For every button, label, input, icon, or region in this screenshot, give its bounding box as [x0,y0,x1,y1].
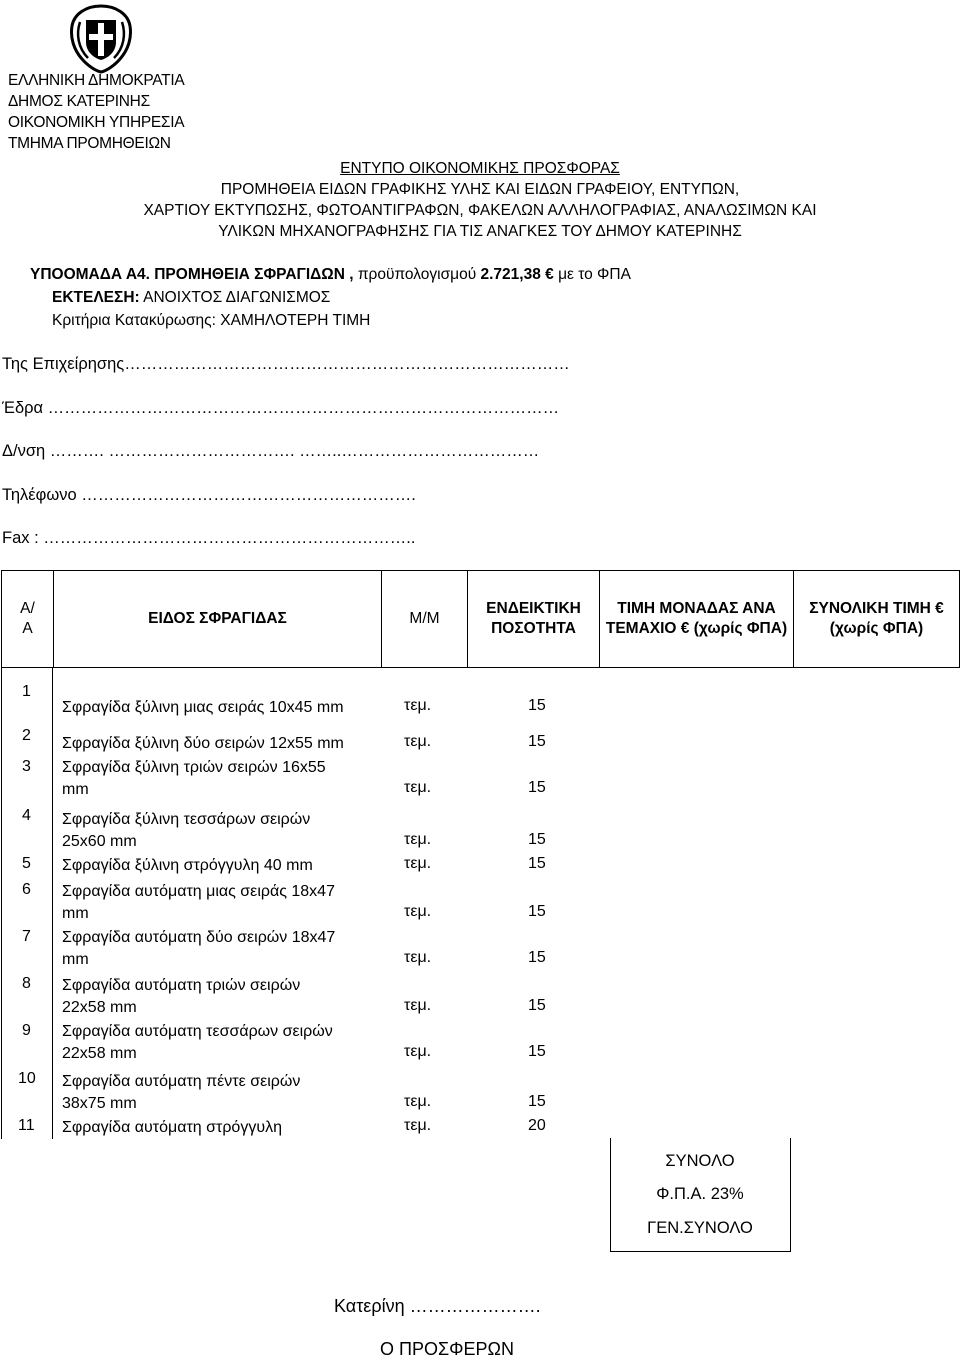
row-description [62,855,313,877]
description-line: Σφραγίδα ξύλινη τεσσάρων σειρών [62,811,311,828]
row-unit: τεμ. [404,949,432,966]
row-number: 9 [22,1022,31,1039]
signature-role: Ο ΠΡΟΣΦΕΡΩΝ [380,1339,514,1359]
table-row [0,755,960,801]
description-line: Σφραγίδα ξύλινη δύο σειρών 12x55 mm [62,735,344,752]
table-col-separator [52,667,53,1139]
description-line: Σφραγίδα ξύλινη τριών σειρών 16x55 [62,759,326,776]
row-unit: τεμ. [404,1043,432,1060]
table-row [0,877,960,925]
authority-department: ΤΜΗΜΑ ΠΡΟΜΗΘΕΙΩΝ [8,135,171,152]
row-quantity: 20 [528,1117,546,1134]
description-line: Σφραγίδα αυτόματη μιας σειράς 18x47 [62,883,335,900]
row-unit: τεμ. [404,997,432,1014]
form-subject-line: ΧΑΡΤΙΟΥ ΕΚΤΥΠΩΣΗΣ, ΦΩΤΟΑΝΤΙΓΡΑΦΩΝ, ΦΑΚΕΛΩΝ ΑΛΛΗΛΟΓΡΑΦΙΑΣ, ΑΝΑΛΩΣΙΜΩΝ ΚΑΙ [143,202,817,219]
table-row [0,1065,960,1115]
authority-country: ΕΛΛΗΝΙΚΗ ΔΗΜΟΚΡΑΤΙΑ [8,72,185,89]
header-unit: Μ/Μ [382,571,468,668]
row-number: 8 [22,975,31,992]
execution-value: ΑΝΟΙΧΤΟΣ ΔΙΑΓΩΝΙΣΜΟΣ [139,289,331,306]
table-row [0,1019,960,1065]
row-description [62,809,310,853]
description-line: Σφραγίδα αυτόματη πέντε σειρών [62,1073,301,1090]
vat-label: Φ.Π.Α. 23% [656,1185,744,1203]
row-quantity: 15 [528,997,546,1014]
header-stamp-type: ΕΙΔΟΣ ΣΦΡΑΓΙΔΑΣ [54,571,382,668]
description-line: Σφραγίδα αυτόματη τριών σειρών [62,977,301,994]
execution-line [52,287,330,308]
row-description [62,757,326,801]
table-row [0,667,960,729]
row-number: 11 [18,1117,35,1134]
row-number: 6 [22,881,31,898]
award-criteria: Κριτήρια Κατακύρωσης: ΧΑΜΗΛΟΤΕΡΗ ΤΙΜΗ [52,312,371,329]
description-line: mm [62,781,89,798]
row-description [62,697,344,719]
row-unit: τεμ. [404,831,432,848]
table-row [0,971,960,1019]
greek-state-emblem-icon [66,4,136,74]
table-row [0,729,960,755]
row-quantity: 15 [528,779,546,796]
header-unit-price: ΤΙΜΗ ΜΟΝΑΔΑΣ ΑΝΑ ΤΕΜΑΧΙΟ € (χωρίς ΦΠΑ) [600,571,794,668]
description-line: mm [62,951,89,968]
row-unit: τεμ. [404,697,432,714]
form-subject-line: ΠΡΟΜΗΘΕΙΑ ΕΙΔΩΝ ΓΡΑΦΙΚΗΣ ΥΛΗΣ ΚΑΙ ΕΙΔΩΝ ΓΡΑΦΕΙΟΥ, ΕΝΤΥΠΩΝ, [220,181,740,198]
budget-prefix: προϋπολογισμού [353,266,481,283]
seat-field: Έδρα ………………………………………………………………………………… [2,399,560,417]
description-line: 38x75 mm [62,1095,137,1112]
table-left-border [1,667,2,1139]
row-description [62,1117,282,1139]
row-description [62,927,335,971]
row-unit: τεμ. [404,1093,432,1110]
description-line: Σφραγίδα αυτόματη δύο σειρών 18x47 [62,929,336,946]
row-unit: τεμ. [404,1117,432,1134]
description-line: Σφραγίδα αυτόματη τεσσάρων σειρών [62,1023,333,1040]
row-number: 4 [22,807,31,824]
row-number: 2 [22,727,31,744]
row-number: 3 [22,758,31,775]
row-unit: τεμ. [404,779,432,796]
row-description [62,733,344,755]
phone-field: Τηλέφωνο ……………………………………………………. [2,486,416,504]
row-quantity: 15 [528,1093,546,1110]
row-number: 10 [18,1070,36,1087]
budget-amount: 2.721,38 € [480,266,554,283]
table-row [0,1115,960,1139]
signature-place: Κατερίνη …………………. [334,1296,541,1316]
header-serial-no: Α/ Α [2,571,54,668]
description-line: Σφραγίδα ξύλινη μιας σειράς 10x45 mm [62,699,344,716]
row-quantity: 15 [528,733,546,750]
row-description [62,1021,333,1065]
subgroup-code: ΥΠΟΟΜΑΔΑ Α4. ΠΡΟΜΗΘΕΙΑ ΣΦΡΑΓΙΔΩΝ , [30,266,354,283]
grand-total-label: ΓΕΝ.ΣΥΝΟΛΟ [647,1219,753,1237]
budget-suffix: με το ΦΠΑ [553,266,631,283]
table-row [0,853,960,877]
row-description [62,881,335,925]
header-indicative-qty: ΕΝΔΕΙΚΤΙΚΗ ΠΟΣΟΤΗΤΑ [468,571,600,668]
row-number: 5 [22,855,31,872]
company-field: Της Επιχείρησης……………………………………………………………………… [2,355,570,373]
table-row [0,925,960,971]
form-subject-line: ΥΛΙΚΩΝ ΜΗΧΑΝΟΓΡΑΦΗΣΗΣ ΓΙΑ ΤΙΣ ΑΝΑΓΚΕΣ ΤΟΥ ΔΗΜΟΥ ΚΑΤΕΡΙΝΗΣ [218,223,742,240]
execution-label: ΕΚΤΕΛΕΣΗ: [52,289,140,306]
row-number: 1 [22,683,31,700]
description-line: Σφραγίδα ξύλινη στρόγγυλη 40 mm [62,857,313,874]
row-unit: τεμ. [404,733,432,750]
row-description [62,975,300,1019]
authority-municipality: ΔΗΜΟΣ ΚΑΤΕΡΙΝΗΣ [8,93,150,110]
description-line: mm [62,905,89,922]
row-unit: τεμ. [404,903,432,920]
row-number: 7 [22,928,31,945]
authority-service: ΟΙΚΟΝΟΜΙΚΗ ΥΠΗΡΕΣΙΑ [8,114,185,131]
fax-field: Fax : ………………………………………………………….. [2,529,416,547]
row-description [62,1071,300,1115]
subgroup-line [30,264,631,285]
header-total-price: ΣΥΝΟΛΙΚΗ ΤΙΜΗ € (χωρίς ΦΠΑ) [794,571,960,668]
row-quantity: 15 [528,855,546,872]
row-quantity: 15 [528,697,546,714]
description-line: 25x60 mm [62,833,137,850]
total-label: ΣΥΝΟΛΟ [665,1152,735,1170]
row-quantity: 15 [528,831,546,848]
row-quantity: 15 [528,1043,546,1060]
table-row [0,801,960,853]
description-line: 22x58 mm [62,1045,137,1062]
description-line: Σφραγίδα αυτόματη στρόγγυλη [62,1119,282,1136]
totals-box [610,1138,960,1252]
description-line: 22x58 mm [62,999,137,1016]
quote-table-header [1,570,960,668]
address-field: Δ/νση ………. ……………………………. ……..……………………………… [2,442,540,460]
row-quantity: 15 [528,903,546,920]
form-title: ΕΝΤΥΠΟ ΟΙΚΟΝΟΜΙΚΗΣ ΠΡΟΣΦΟΡΑΣ [340,160,620,177]
row-unit: τεμ. [404,855,432,872]
row-quantity: 15 [528,949,546,966]
